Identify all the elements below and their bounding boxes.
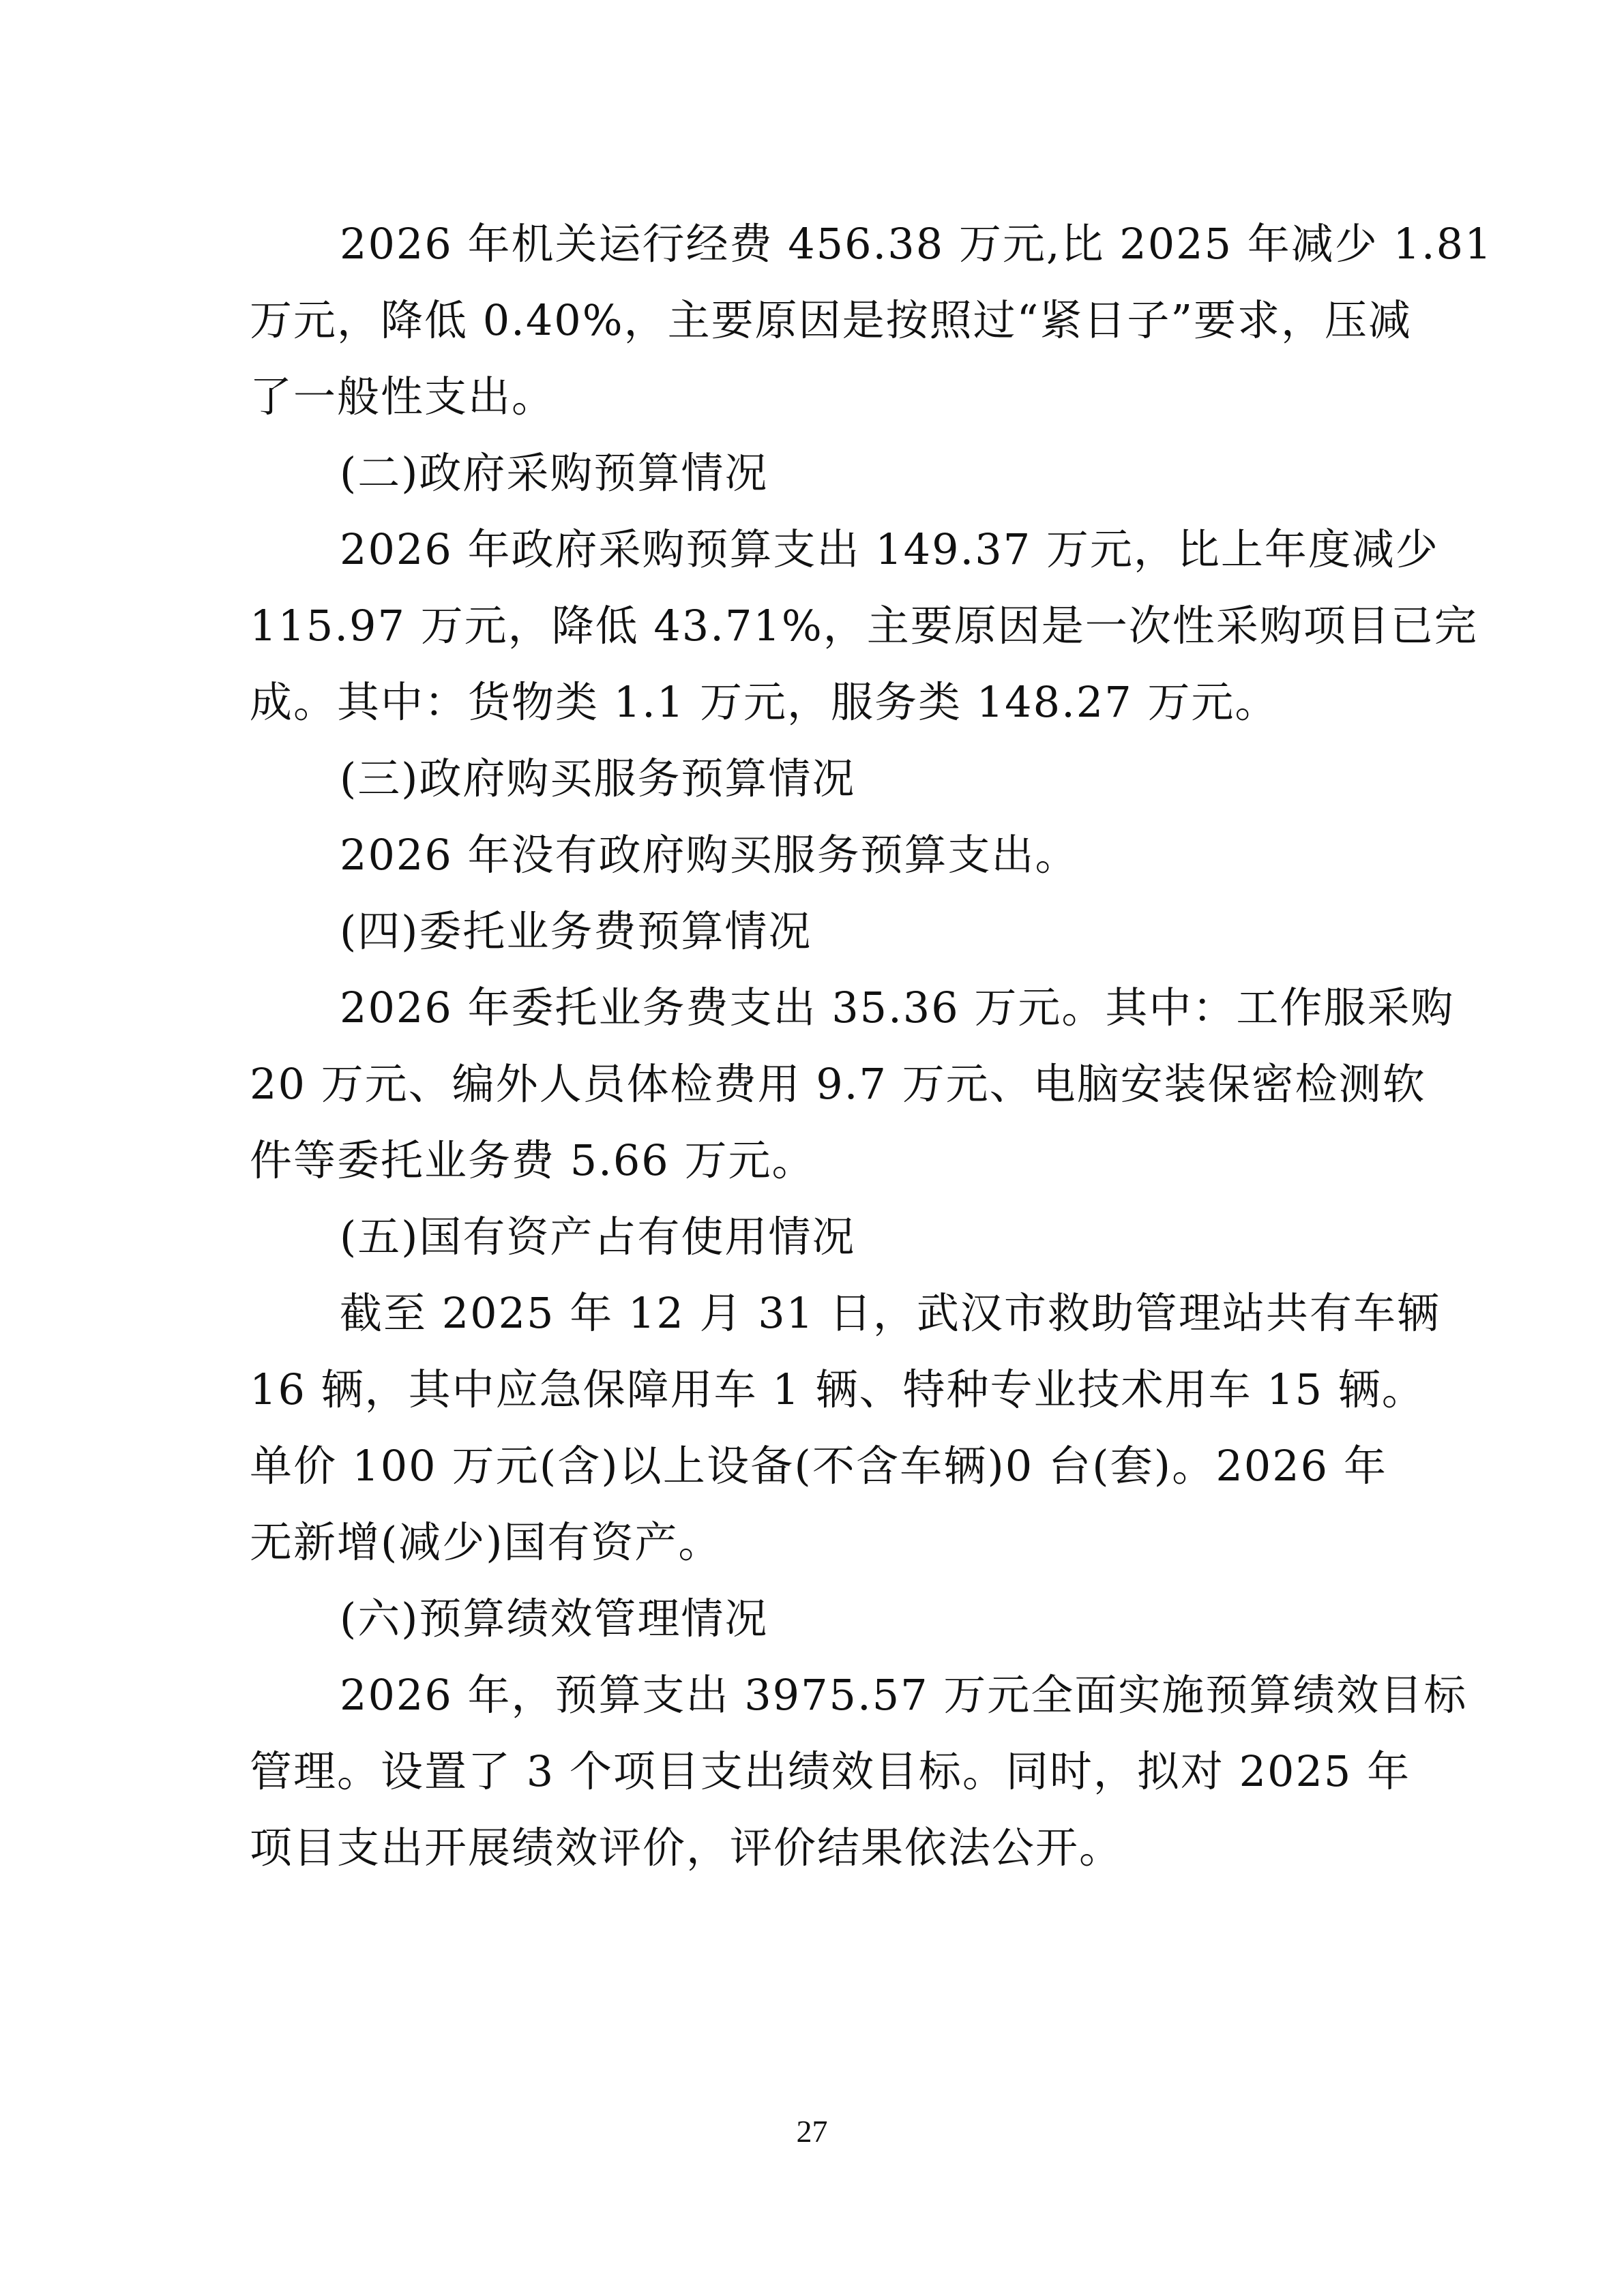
paragraph-line: 无新增(减少)国有资产。 <box>250 1517 722 1567</box>
section-heading-purchased-services: (三)政府购买服务预算情况 <box>340 754 856 803</box>
paragraph-line: 项目支出开展绩效评价，评价结果依法公开。 <box>250 1823 1123 1873</box>
paragraph-line: 16 辆，其中应急保障用车 1 辆、特种专业技术用车 15 辆。 <box>250 1365 1426 1414</box>
paragraph-line: 截至 2025 年 12 月 31 日，武汉市救助管理站共有车辆 <box>340 1288 1441 1338</box>
paragraph-line: 2026 年委托业务费支出 35.36 万元。其中：工作服采购 <box>340 983 1455 1032</box>
paragraph-line: 单价 100 万元(含)以上设备(不含车辆)0 台(套)。2026 年 <box>250 1441 1387 1491</box>
paragraph-line: 件等委托业务费 5.66 万元。 <box>250 1135 816 1185</box>
section-heading-performance-management: (六)预算绩效管理情况 <box>340 1594 769 1643</box>
paragraph-line: 成。其中：货物类 1.1 万元，服务类 148.27 万元。 <box>250 677 1279 727</box>
page-number: 27 <box>796 2114 828 2149</box>
paragraph-line: 2026 年，预算支出 3975.57 万元全面实施预算绩效目标 <box>340 1670 1468 1720</box>
paragraph-line: 管理。设置了 3 个项目支出绩效目标。同时，拟对 2025 年 <box>250 1746 1411 1796</box>
paragraph-line: 万元，降低 0.40%，主要原因是按照过“紧日子”要求，压减 <box>250 295 1413 345</box>
paragraph-line: 2026 年没有政府购买服务预算支出。 <box>340 830 1079 880</box>
section-heading-state-assets: (五)国有资产占有使用情况 <box>340 1212 856 1262</box>
section-heading-commissioned-business: (四)委托业务费预算情况 <box>340 906 812 956</box>
paragraph-line: 2026 年机关运行经费 456.38 万元,比 2025 年减少 1.81 <box>340 219 1493 269</box>
section-heading-government-procurement: (二)政府采购预算情况 <box>340 448 769 498</box>
paragraph-line: 20 万元、编外人员体检费用 9.7 万元、电脑安装保密检测软 <box>250 1059 1426 1109</box>
paragraph-line: 2026 年政府采购预算支出 149.37 万元，比上年度减少 <box>340 524 1439 574</box>
paragraph-line: 了一般性支出。 <box>250 372 556 421</box>
paragraph-line: 115.97 万元，降低 43.71%，主要原因是一次性采购项目已完 <box>250 601 1478 651</box>
